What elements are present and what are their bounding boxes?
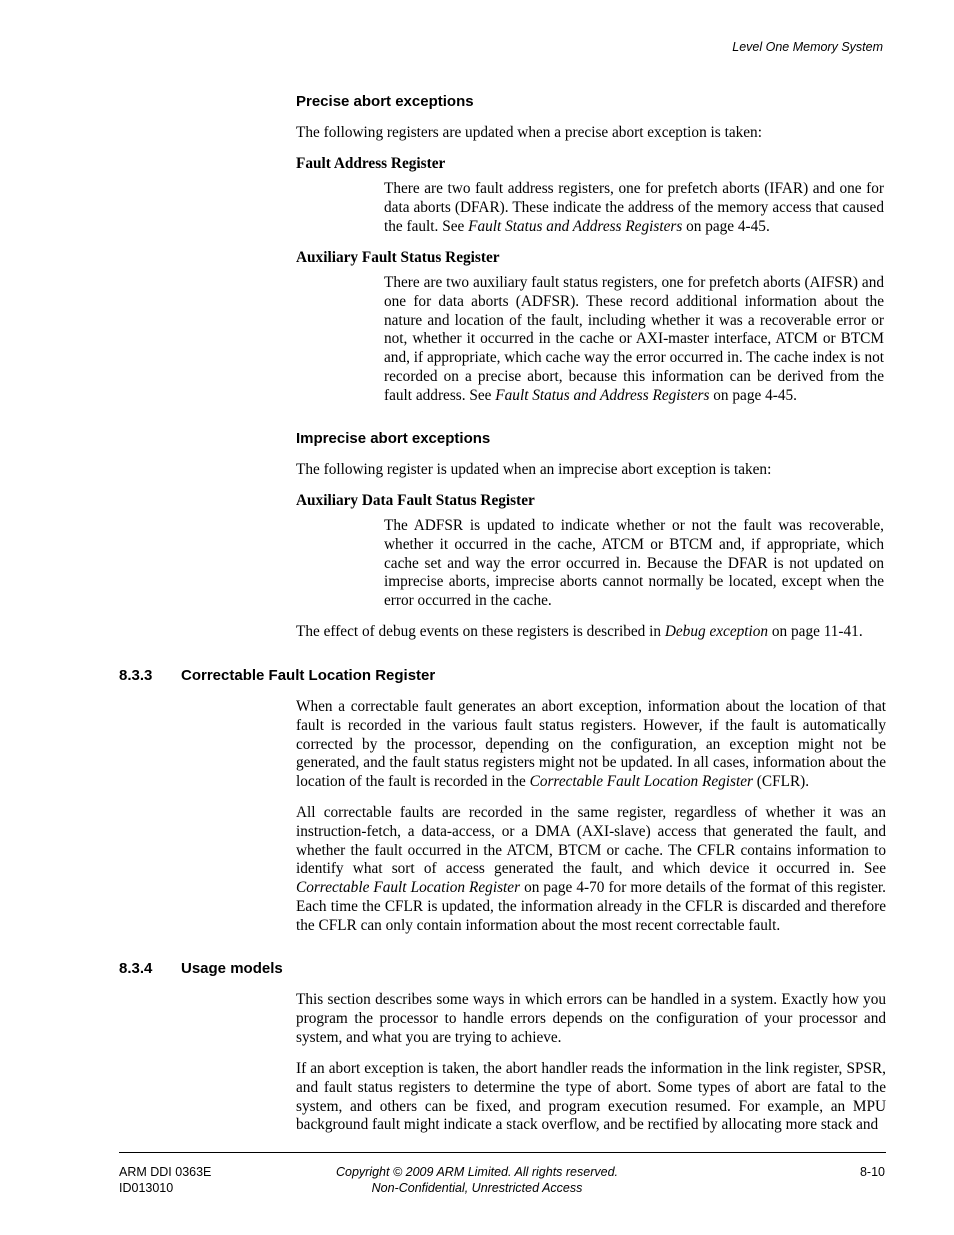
footer-divider [119,1152,886,1153]
section-title-cflr: Correctable Fault Location Register [181,667,436,684]
precise-intro: The following registers are updated when a precise abort exception is taken: [296,124,762,141]
footer-doc-id2: ID013010 [119,1181,174,1195]
cflr-p2-text: All correctable faults are recorded in the same register, regardless of whether it was an instruction-fetch, a data-access, or a DMA (AXI-slave) access that generated the fault, and whether the fault occurred in the ATCM, BTCM or cache. The CFLR contains information to identify what sort of access generated the fault, and which device it occurred in. See [296,804,886,878]
afsr-cross-reference-link[interactable]: Fault Status and Address Registers [495,386,710,404]
cflr-p1-text: When a correctable fault generates an abort exception, information about the location of that fault is recorded in the various fault status registers. However, if the fault is automatically corrected by the processor, depending on the configuration, an exception might not be generated, and the fault status registers might not be updated. In all cases, information about the location of the fault is recorded in the [296,698,886,791]
cflr-p1-text-end: (CFLR). [752,773,810,791]
imprecise-intro: The following register is updated when an imprecise abort exception is taken: [296,461,772,478]
adfsr-term: Auxiliary Data Fault Status Register [296,492,535,509]
cflr-p1-link[interactable]: Correctable Fault Location Register [529,773,753,791]
cflr-p2-link[interactable]: Correctable Fault Location Register [296,879,521,897]
afsr-text-end: on page 4-45. [709,386,797,404]
running-header: Level One Memory System [732,40,883,54]
footer-copyright: Copyright © 2009 ARM Limited. All rights reserved. [335,1165,618,1179]
debug-text: The effect of debug events on these registers is described in [296,623,665,640]
debug-text-end: on page 11-41. [768,623,863,640]
footer-doc-number: ARM DDI 0363E [119,1165,212,1179]
far-text: There are two fault address registers, one for prefetch aborts (IFAR) and one for data aborts (DFAR). These indicate the address of the memory access that caused the fault. See [384,180,884,235]
section-number-8-3-4: 8.3.4 [119,960,153,977]
section-title-usage-models: Usage models [181,960,283,977]
far-term: Fault Address Register [296,155,446,172]
debug-events-paragraph [296,623,886,642]
adfsr-definition: The ADFSR is updated to indicate whether or not the fault was recoverable, whether it occurred in the cache, ATCM or BTCM and, if appropriate, which cache set and way the error occurred in. Because the DFAR is not updated on imprecise aborts, imprecise aborts cannot normally be located, except when the error occurred in the cache. [384,517,884,610]
usage-paragraph-2: If an abort exception is taken, the abort handler reads the information in the link register, SPSR, and fault status registers to determine the type of abort. Some types of abort are fatal to the system, and others can be fixed, and program execution resumed. For example, an MPU background fault might indicate a stack overflow, and be rectified by allocating more stack and [296,1060,886,1134]
afsr-text: There are two auxiliary fault status registers, one for prefetch aborts (AIFSR) and one for data aborts (ADFSR). These record additional information about the nature and location of the fault, including whether it was a recoverable error or not, whether it occurred in the cache or AXI-master interface, ATCM or BTCM and, if appropriate, which cache way the error occurred in. The cache index is not recorded on a precise abort, because this information can be derived from the fault address. See [384,274,884,404]
cflr-paragraph-2 [296,804,886,936]
far-cross-reference-link[interactable]: Fault Status and Address Registers [468,217,683,235]
afsr-definition [384,274,884,406]
cflr-paragraph-1 [296,698,886,792]
usage-paragraph-1: This section describes some ways in which errors can be handled in a system. Exactly how you program the processor to handle errors depends on the configuration of your processor and system, and what you are trying to achieve. [296,991,886,1046]
footer-doc-id [119,1164,211,1196]
footer-page-number: 8-10 [859,1165,885,1179]
cflr-p2-text-end: on page 4-70 for more details of the format of this register. Each time the CFLR is updated, the information already in the CFLR is discarded and therefore the CFLR can only contain information about the most recent correctable fault. [296,879,886,934]
section-number-8-3-3: 8.3.3 [119,667,153,684]
far-definition [384,180,884,236]
debug-exception-link[interactable]: Debug exception [664,623,769,640]
precise-abort-heading: Precise abort exceptions [296,93,474,110]
afsr-term: Auxiliary Fault Status Register [296,249,500,266]
footer-confidentiality: Non-Confidential, Unrestricted Access [371,1181,583,1195]
footer-copyright-block [277,1164,677,1196]
imprecise-abort-heading: Imprecise abort exceptions [296,430,491,447]
far-text-end: on page 4-45. [682,217,770,235]
